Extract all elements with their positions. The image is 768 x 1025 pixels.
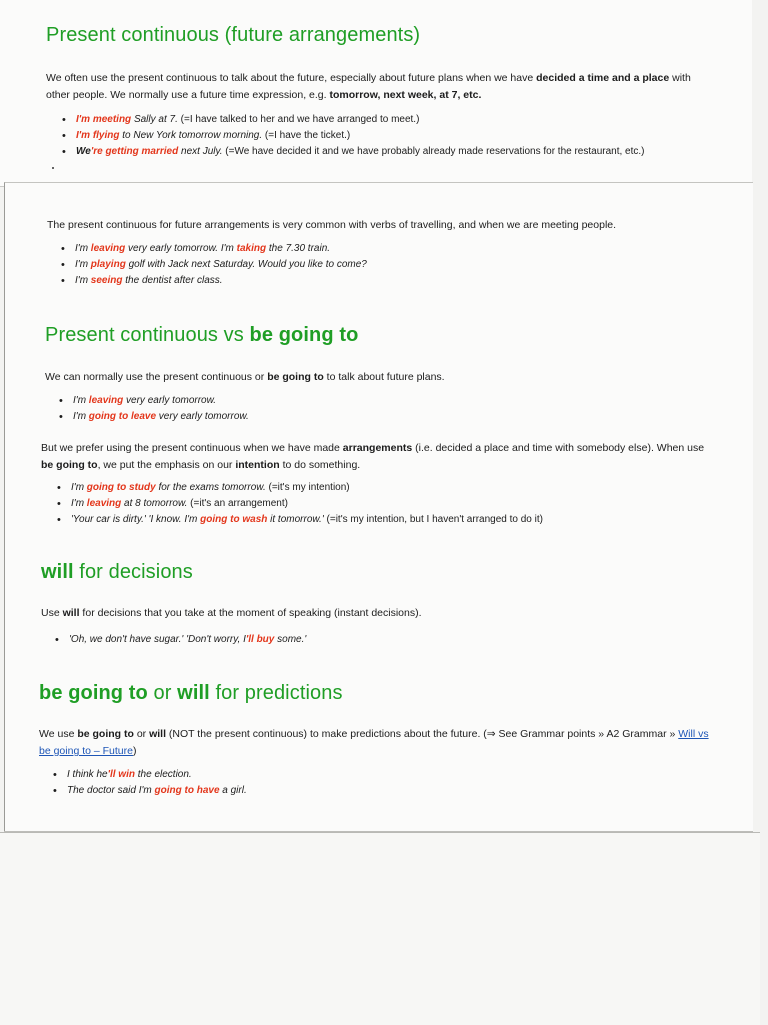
list-item	[61, 273, 367, 289]
title-text: for decisions	[73, 561, 193, 583]
example-text: Sally at 7.	[131, 114, 178, 125]
list-item	[57, 496, 543, 512]
stray-dot	[52, 167, 54, 169]
title-text: for predictions	[209, 682, 343, 704]
explanation-text: (=I have the ticket.)	[262, 130, 351, 141]
text: , we put the emphasis on our	[97, 459, 236, 471]
explanation-text: (=We have decided it and we have probably already made reservations for the restaurant, etc.)	[222, 146, 645, 157]
highlight-verb: 'll win	[107, 769, 135, 780]
text: (i.e. decided a place and time with somebody else). When use	[412, 442, 705, 454]
highlight-verb: 're getting married	[90, 146, 179, 157]
example-text: I'm	[71, 498, 87, 509]
list-item	[61, 241, 367, 257]
explanation-text: (=it's my intention, but I haven't arranged to do it)	[323, 514, 543, 525]
section-title-predictions	[39, 682, 343, 705]
highlight-verb: taking	[236, 243, 267, 254]
highlight-verb: playing	[90, 259, 126, 270]
bold-text: be going to	[77, 728, 134, 740]
text: or	[133, 728, 150, 740]
paragraph-instant-decisions	[41, 605, 701, 622]
bold-text: intention	[235, 459, 280, 471]
text: to talk about future plans.	[323, 371, 445, 383]
example-text: to New York tomorrow morning.	[119, 130, 263, 141]
paragraph-future-plans-2	[45, 369, 705, 386]
list-item	[62, 128, 645, 144]
example-text: very early tomorrow.	[125, 243, 221, 254]
bold-text: tomorrow, next week, at 7, etc.	[329, 89, 482, 101]
example-text: for the exams tomorrow.	[155, 482, 266, 493]
highlight-verb: leaving	[88, 395, 124, 406]
example-list	[55, 632, 306, 648]
list-item	[61, 257, 367, 273]
text: to do something.	[279, 459, 361, 471]
explanation-text: (=it's my intention)	[265, 482, 350, 493]
example-text: We	[76, 146, 91, 157]
text: We use	[39, 728, 78, 740]
example-text: some.'	[274, 634, 307, 645]
title-text: or	[147, 682, 178, 704]
title-text: Present continuous vs	[45, 324, 250, 346]
bold-text: will	[149, 728, 166, 740]
example-list	[62, 112, 645, 160]
example-list	[53, 767, 247, 799]
example-text: I'm	[71, 482, 87, 493]
example-text: the election.	[134, 769, 192, 780]
highlight-verb: going to have	[154, 785, 220, 796]
title-bold-text: will	[41, 561, 74, 583]
example-text: I think he	[67, 769, 108, 780]
list-item	[62, 144, 645, 160]
list-item	[53, 767, 247, 783]
page-sheet-3	[0, 832, 760, 1025]
bold-text: be going to	[267, 371, 324, 383]
highlight-verb: seeing	[90, 275, 123, 286]
example-text: the 7.30 train.	[266, 243, 331, 254]
example-text: I'm	[75, 275, 91, 286]
text: We can normally use the present continuous or	[45, 371, 268, 383]
example-text: golf with Jack next Saturday. Would you like to come?	[125, 259, 367, 270]
example-text: very early tomorrow.	[123, 395, 217, 406]
title-bold-text: will	[177, 682, 210, 704]
bold-text: arrangements	[342, 442, 413, 454]
highlight-verb: going to leave	[88, 411, 157, 422]
example-text: at 8 tomorrow.	[121, 498, 188, 509]
page-sheet-1	[0, 0, 752, 187]
title-bold-text: be going to	[249, 324, 359, 346]
bold-text: will	[62, 607, 80, 619]
highlight-verb: leaving	[86, 498, 122, 509]
example-text: next July.	[178, 146, 223, 157]
section-title-future-arrangements: Present continuous (future arrangements)	[46, 24, 421, 46]
page-sheet-2	[4, 182, 753, 831]
title-bold-text: be going to	[39, 682, 148, 704]
list-item	[55, 632, 306, 648]
list-item	[53, 783, 247, 799]
highlight-verb: I'm flying	[76, 130, 120, 141]
bold-text: decided a time and a place	[536, 72, 670, 84]
example-list	[59, 393, 249, 425]
example-text: I'm	[75, 259, 91, 270]
highlight-verb: going to study	[86, 482, 156, 493]
list-item	[59, 393, 249, 409]
highlight-verb: going to wash	[200, 514, 268, 525]
paragraph-predictions	[39, 726, 719, 760]
example-text: a girl.	[219, 785, 247, 796]
list-item	[57, 480, 543, 496]
explanation-text: (=it's an arrangement)	[187, 498, 288, 509]
text: )	[132, 745, 137, 757]
example-text: I'm	[220, 243, 237, 254]
section-title-will-for-decisions	[41, 561, 193, 584]
text: with other people. We normally use a future time expression, e.g.	[46, 72, 691, 101]
example-list	[61, 241, 367, 289]
text: (NOT the present continuous) to make predictions about the future. (⇒ See Grammar points » A2 Grammar »	[166, 728, 679, 740]
list-item	[59, 409, 249, 425]
list-item	[62, 112, 645, 128]
example-text: I'm	[75, 243, 91, 254]
explanation-text: (=I have talked to her and we have arranged to meet.)	[177, 114, 420, 125]
paragraph-travelling: The present continuous for future arrangements is very common with verbs of travelling, and when we are meeting people.	[47, 219, 617, 231]
paragraph-future-plans	[46, 70, 696, 104]
example-text: 'Your car is dirty.' 'I know. I'm	[71, 514, 201, 525]
text: But we prefer using the present continuous when we have made	[41, 442, 343, 454]
highlight-verb: 'll buy	[245, 634, 275, 645]
text: We often use the present continuous to talk about the future, especially about future plans when we have	[46, 72, 537, 84]
highlight-verb: I'm meeting	[76, 114, 132, 125]
example-text: the dentist after class.	[122, 275, 223, 286]
text: for decisions that you take at the moment of speaking (instant decisions).	[79, 607, 422, 619]
example-text: I'm	[73, 395, 89, 406]
bold-text: be going to	[41, 459, 98, 471]
example-text: very early tomorrow.	[156, 411, 249, 422]
example-text: it tomorrow.'	[267, 514, 324, 525]
example-list	[57, 480, 543, 528]
text: Use	[41, 607, 63, 619]
example-text: I'm	[73, 411, 89, 422]
section-title-present-continuous-vs-going-to	[45, 324, 358, 347]
grammar-link[interactable]: Will vs be going to – Future	[39, 728, 709, 757]
example-text: 'Oh, we don't have sugar.' 'Don't worry, I	[69, 634, 246, 645]
paragraph-arrangements	[41, 440, 705, 474]
highlight-verb: leaving	[90, 243, 126, 254]
example-text: The doctor said I'm	[67, 785, 155, 796]
list-item	[57, 512, 543, 528]
